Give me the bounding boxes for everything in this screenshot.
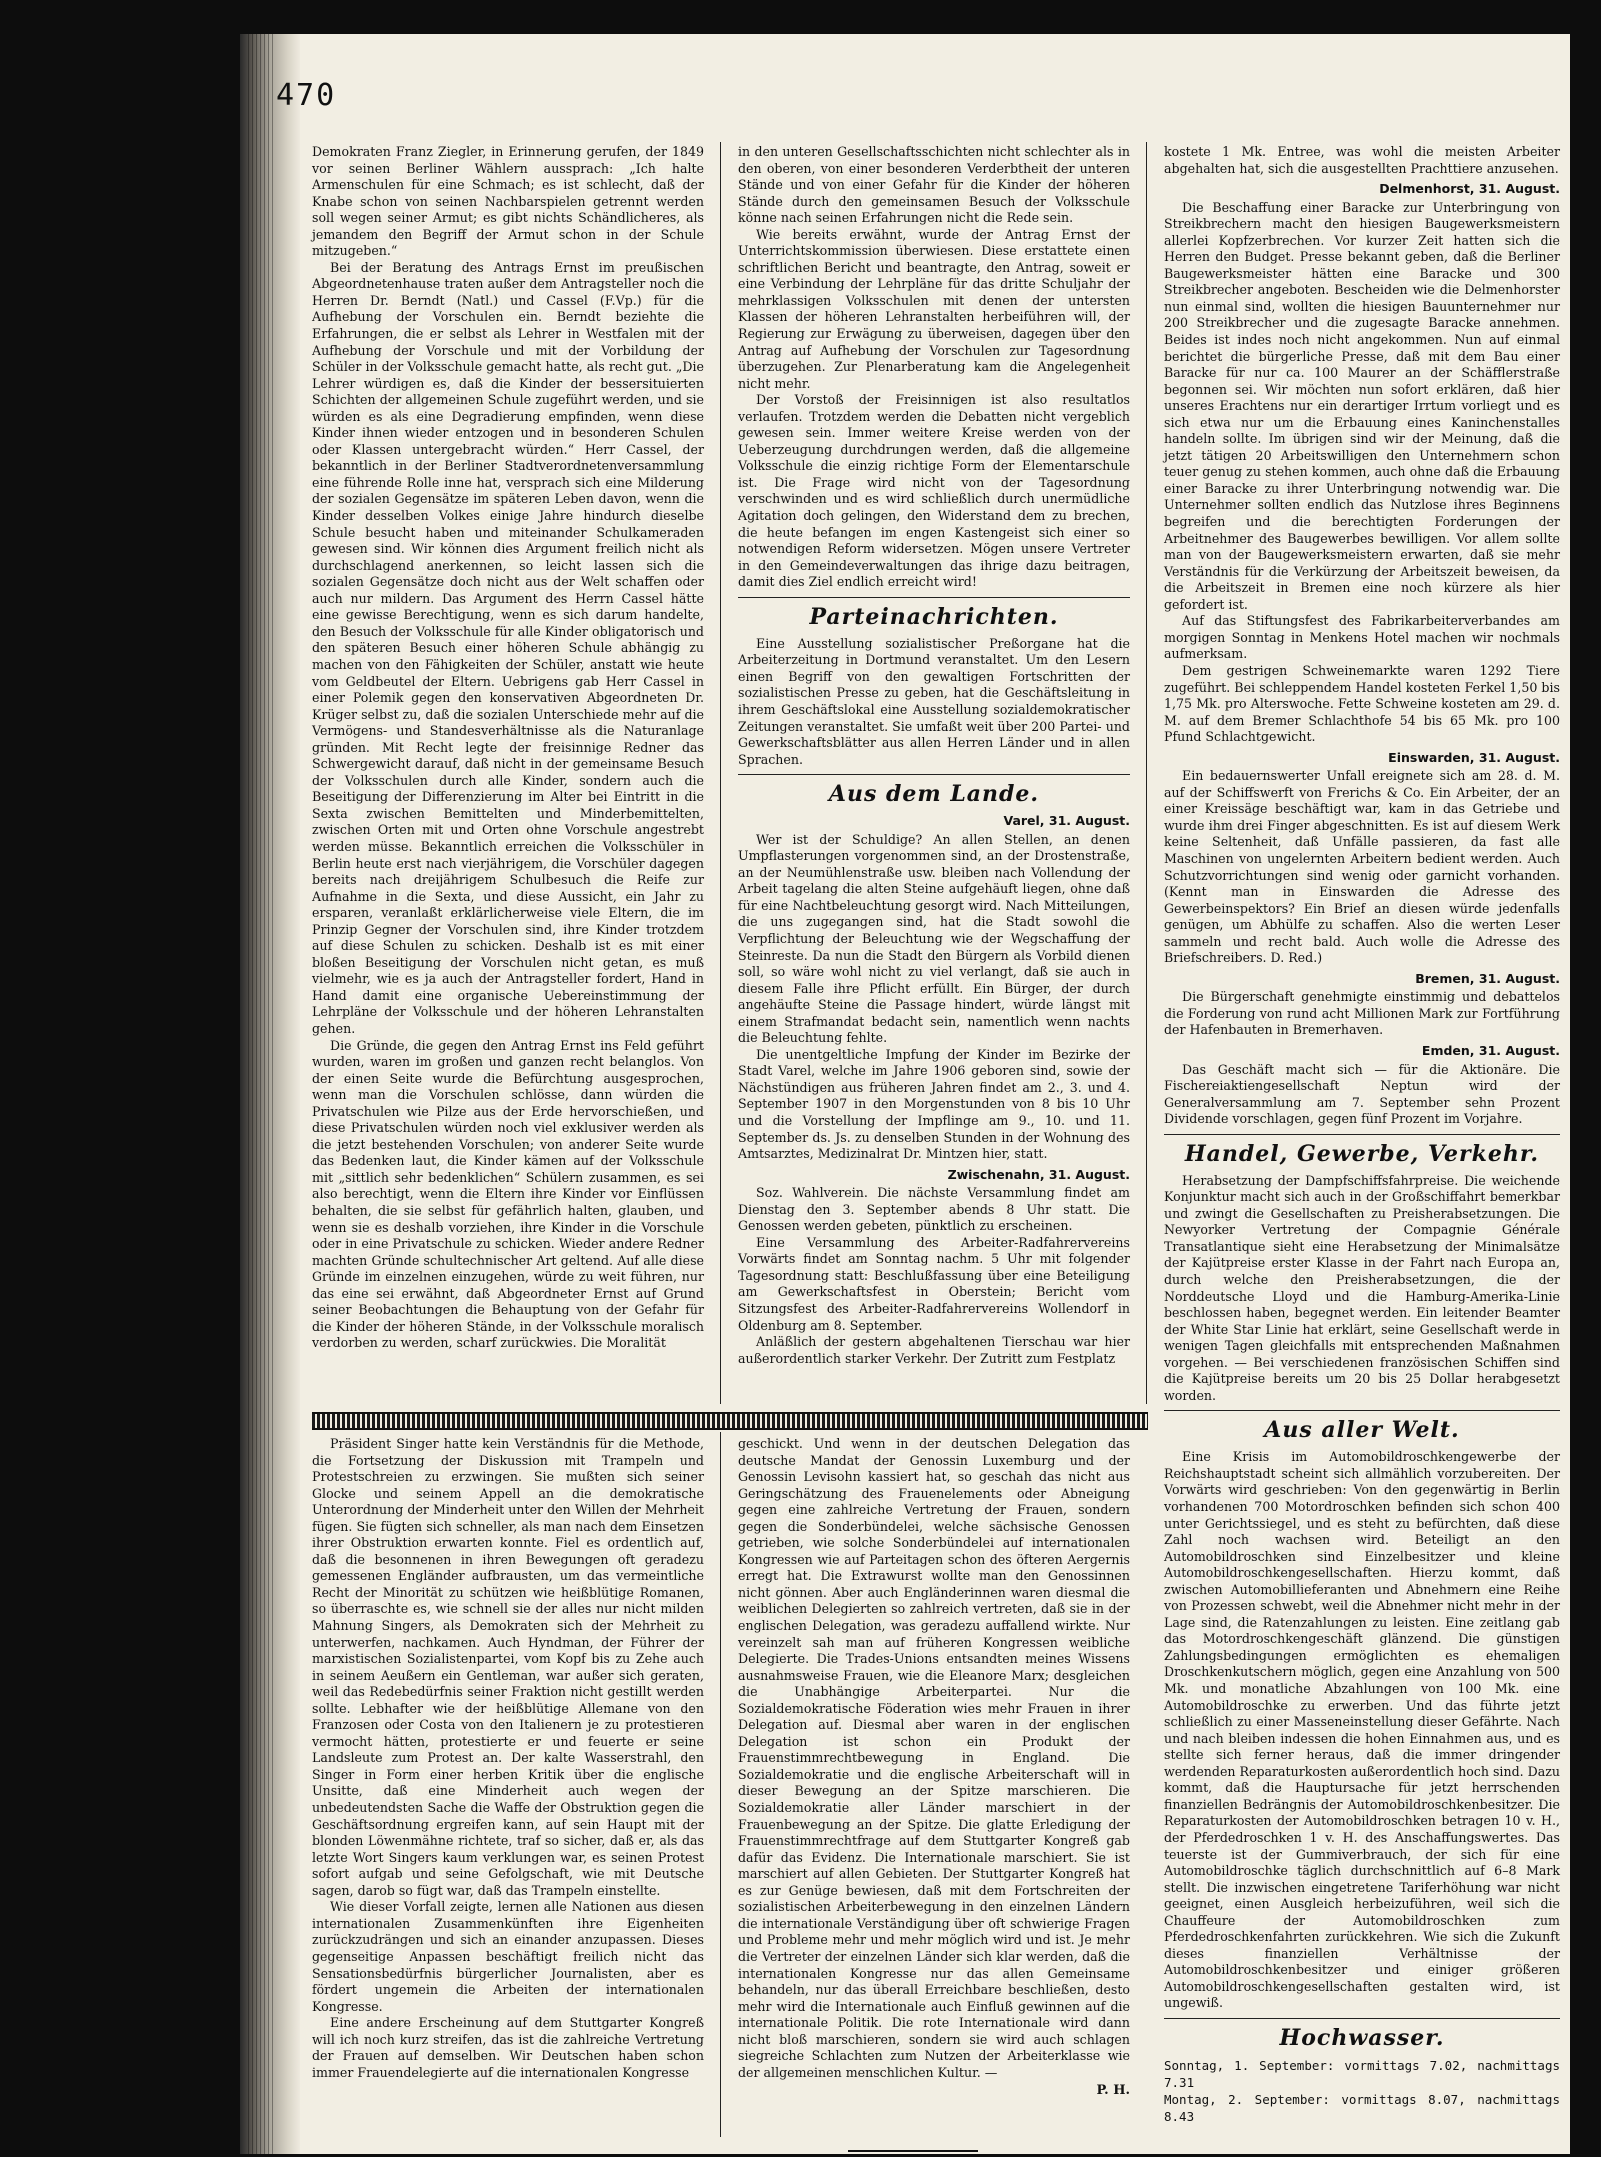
section-heading-parteinachrichten: Parteinachrichten. <box>809 603 1059 630</box>
page-binding <box>240 34 300 2154</box>
column-divider <box>1146 142 1147 1404</box>
feuilleton-paragraph: geschickt. Und wenn in der deutschen Delegation das deutsche Mandat der Genossin Luxemburg und der Genossin Levisohn kassiert hat, so geschah das nicht aus Geringschätzung des Frauenelements oder Abneigung gegen eine zahlreiche Vertretung der Frauen, sondern gegen die Sonderbündelei, welche sächsische Genossen getrieben, wie solche Sonderbündelei auf internationalen Kongressen wie auf Parteitagen schon des öfteren Aergernis erregt hat. Die Extrawurst wollte man den Genossinnen nicht gönnen. Aber auch Engländerinnen waren diesmal die weiblichen Delegierten so zahlreich vertreten, daß sie in der englischen Delegation, was geradezu auffallend wirkte. Nur vereinzelt sah man auf früheren Kongressen weibliche Delegierte. Die Trades-Unions entsandten meines Wissens ausnahmsweise Frauen, wie die Eleanore Marx; desgleichen die Unabhängige Arbeiterpartei. Nur die Sozialdemokratische Föderation wies mehr Frauen in ihrer Delegation auf. Diesmal aber waren in der englischen Delegation ist schon ein Produkt der Frauenstimmrechtbewegung in England. Die Sozialdemokratie und die englische Arbeiterschaft will in dieser Bewegung an der Spitze marschieren. Die Sozialdemokratie aller Länder marschiert in der Frauenbewegung an der Spitze. Die glatte Erledigung der Frauenstimmrechtfrage auf dem Stuttgarter Kongreß gab dafür das Evidenz. Die Internationale marschiert. Sie ist marschiert auf allen Gebieten. Der Stuttgarter Kongreß hat es zur Genüge bewiesen, daß mit dem Fortschreiten der sozialistischen Arbeiterbewegung in den einzelnen Ländern die internationale Verständigung über oft schwierige Fragen und Probleme mehr und mehr möglich wird und ist. Je mehr die Vertreter der einzelnen Länder sich klar werden, daß die internationalen Kongresse nur das allen Gemeinsame behandeln, nur das überall Erreichbare beschließen, desto mehr wird die Internationale auch Einfluß gewinnen auf die internationale Politik. Die rote Internationale wird dann nicht bloß marschieren, sondern sie wird auch schlagen siegreiche Schlachten zum Nutzen der Arbeiterklasse wie der allgemeinen menschlichen Kultur. — <box>738 1436 1130 2080</box>
column-1 <box>312 144 704 1352</box>
dateline: Emden, 31. August. <box>1421 1042 1560 1058</box>
feuilleton-paragraph: Eine andere Erscheinung auf dem Stuttgarter Kongreß will ich noch kurz streifen, das ist die zahlreiche Vertretung der Frauen auf demselben. Wir Deutschen haben schon immer Frauendelegierte auf die internationalen Kongresse <box>312 2015 704 2080</box>
news-paragraph: Herabsetzung der Dampfschiffsfahrpreise. Die weichende Konjunktur macht sich auch in der Großschiffahrt bemerkbar und zwingt die Gesellschaften zu Preisherabsetzungen. Die Newyorker Vertretung der Compagnie Générale Transatlantique sieht eine Herabsetzung der Minimalsätze der Kajütpreise erster Klasse in der Fahrt nach Europa an, durch welche den Preisherabsetzungen, die der Norddeutsche Lloyd und die Hamburg-Amerika-Linie beschlossen haben, begegnet werden. Ein leitender Beamter der White Star Linie hat erklärt, seine Gesellschaft werde in wenigen Tagen gleichfalls mit entsprechenden Maßnahmen vorgehen. — Bei verschiedenen französischen Schiffen sind die Kajütpreise bereits um 20 bis 25 Dollar herabgesetzt worden. <box>1164 1172 1560 1403</box>
dateline: Varel, 31. August. <box>1003 813 1130 829</box>
section-heading-handel: Handel, Gewerbe, Verkehr. <box>1184 1140 1540 1167</box>
news-paragraph: Wer ist der Schuldige? An allen Stellen, an denen Umpflasterungen vorgenommen sind, an der Drostenstraße, an der Neumühlenstraße usw. bleiben nach Vollendung der Arbeit tagelang die alten Steine aufgehäuft liegen, ohne daß für eine Nachtbeleuchtung gesorgt wird. Nach Mitteilungen, die uns zugegangen sind, hat die Stadt sowohl die Verpflichtung der Beleuchtung wie der Wegschaffung der Steinreste. Da nun die Stadt den Bürgern als Vorbild dienen soll, so wäre wohl nicht zu viel verlangt, daß sie auch in diesem Falle ihre Pflicht erfüllt. Ein Bürger, der durch angehäufte Steine die Passage hindert, würde längst mit einem Strafmandat bedacht sein, namentlich wenn nachts die Beleuchtung fehlte. <box>738 831 1130 1046</box>
section-heading-aus-dem-lande: Aus dem Lande. <box>828 781 1040 808</box>
column-2 <box>738 144 1130 1367</box>
news-paragraph: Dem gestrigen Schweinemarkte waren 1292 Tiere zugeführt. Bei schleppendem Handel kosteten Ferkel 1,50 bis 1,75 Mk. pro Alterswoche. Fette Schweine kosteten am 29. d. M. auf dem Bremer Schlachthofe 54 bis 65 Mk. pro 100 Pfund Schlachtgewicht. <box>1164 662 1560 745</box>
col1-paragraph: Die Gründe, die gegen den Antrag Ernst ins Feld geführt wurden, waren im großen und ganzen recht belanglos. Von der einen Seite wurde die Befürchtung ausgesprochen, wenn man die Vorschulen schlösse, dann würden die Privatschulen wie Pilze aus der Erde hervorschießen, und diese Privatschulen würden noch viel exklusiver werden als die jetzt bestehenden Vorschulen; von anderer Seite wurde das Bedenken laut, die Kinder kämen auf der Volksschule mit „sittlich sehr bedenklichen“ Schülern zusammen, es sei also berechtigt, wenn die Eltern ihre Kinder vor Einflüssen behalten, die sie selbst für gefährlich halten, glauben, und wenn sie es deshalb vorziehen, ihre Kinder in die Vorschule oder in eine Privatschule zu schicken. Wieder andere Redner machten Gründe schultechnischer Art geltend. Auf alle diese Gründe im einzelnen einzugehen, würde zu weit führen, nur das eine sei erwähnt, daß Abgeordneter Ernst auf Grund seiner Beobachtungen die Behauptung von der Gefahr für die Kinder der höheren Stände, in der Volksschule moralisch verdorben zu werden, scharf zurückwies. Die Moralität <box>312 1037 704 1351</box>
news-paragraph: Soz. Wahlverein. Die nächste Versammlung findet am Dienstag den 3. September abends 8 Uhr statt. Die Genossen werden gebeten, pünktlich zu erscheinen. <box>738 1185 1130 1234</box>
col2-paragraph: in den unteren Gesellschaftsschichten nicht schlechter als in den oberen, von einer besonderen Verderbtheit der unteren Stände und von einer Gefahr für die Kinder der höheren Stände durch den gemeinsamen Besuch der Volksschule könne nach seinen Erfahrungen nicht die Rede sein. <box>738 144 1130 226</box>
column-3 <box>1164 144 1560 2125</box>
parteinachrichten-text: Eine Ausstellung sozialistischer Preßorgane hat die Arbeiterzeitung in Dortmund veranstaltet. Um den Lesern einen Begriff von den gewaltigen Fortschritten der sozialistischen Presse zu geben, hat die Geschäftsleitung in ihrem Geschäftslokal eine Ausstellung sozialdemokratischer Zeitungen veranstaltet. Sie umfaßt weit über 200 Partei- und Gewerkschaftsblätter aus allen Herren Länder und in allen Sprachen. <box>738 635 1130 767</box>
feuilleton-divider <box>312 1412 1148 1430</box>
feuilleton-paragraph: Präsident Singer hatte kein Verständnis für die Methode, die Fortsetzung der Diskussion mit Trampeln und Protestschreien zu erzwingen. Sie mußten sich seiner Glocke und seinem Appell an die demokratische Unterordnung der Minderheit unter den Willen der Mehrheit fügen. Sie fügten sich schneller, als man nach dem Einsetzen ihrer Obstruktion erwarten konnte. Fiel es ordentlich auf, daß die besonnenen in ihren Bewegungen oft geradezu gemessenen Engländer aufbrausten, um das vermeintliche Recht der Minorität zu schützen wie heißblütige Romanen, so überraschte es, wie schnell sie der alles nur nicht milden Mahnung Singers, als Demokraten sich der Mehrheit zu unterwerfen, nachkamen. Auch Hyndman, der Führer der marxistischen Sozialistenpartei, vom Kopf bis zu Zehe auch in seinem Aeußern ein Gentleman, war außer sich geraten, weil das Redebedürfnis seiner Fraktion nicht gestillt werden sollte. Lebhafter wie der heißblütige Allemane von den Franzosen oder Costa von den Italienern je zu protestieren vermocht hätten, protestierte er und feuerte er seine Landsleute zum Protest an. Der kalte Wasserstrahl, den Singer in Form einer herben Kritik über die englische Unsitte, daß eine Minderheit auch wegen der unbedeutendsten Sache die Waffe der Obstruktion gegen die Geschäftsordnung ergreifen kann, auf sein Haupt mit der blonden Löwenmähne richtete, traf so sicher, daß er, als das letzte Wort Singers kaum verklungen war, es seinen Protest sofort aufgab und seine Gefolgschaft, wie mit Deutsche sagen, darob so fügt war, daß das Trampeln einstellte. <box>312 1436 704 1898</box>
news-paragraph: Auf das Stiftungsfest des Fabrikarbeiterverbandes am morgigen Sonntag in Menkens Hotel machen wir nochmals aufmerksam. <box>1164 613 1560 662</box>
col1-paragraph: Bei der Beratung des Antrags Ernst im preußischen Abgeordnetenhause traten außer dem Antragsteller noch die Herren Dr. Berndt (Natl.) und Cassel (F.Vp.) für die Aufhebung der Vorschulen ein. Berndt beziehte die Erfahrungen, die er selbst als Lehrer in Westfalen mit der Aufhebung der Vorschule und mit der Vorbildung der Schüler in der Volksschule gemacht hatte, als recht gut. „Die Lehrer würdigen es, daß die Kinder der bessersituierten Schichten der allgemeinen Schule zugeführt werden, und sie würden es als eine Degradierung empfinden, wenn diese Kinder ihnen wieder entzogen und in besonderen Schulen oder Klassen untergebracht würden.“ Herr Cassel, der bekanntlich in der Berliner Stadtverordnetenversammlung eine führende Rolle inne hat, versprach sich eine Milderung der sozialen Gegensätze im späteren Leben davon, wenn die Kinder desselben Volkes einige Jahre hindurch dieselbe Schule besucht haben und miteinander Schulkameraden gewesen sind. Wir können dies Argument freilich nicht als durchschlagend anerkennen, so leicht lassen sich die sozialen Gegensätze doch nicht aus der Welt schaffen oder auch nur mildern. Das Argument des Herrn Cassel hätte eine gewisse Berechtigung, wenn es sich darum handelte, den Besuch der Volksschule für alle Kinder obligatorisch und den späteren Besuch einer höheren Schule abhängig zu machen von den Fähigkeiten der Schüler, anstatt wie heute vom Geldbeutel der Eltern. Uebrigens gab Herr Cassel in einer Polemik gegen den konservativen Abgeordneten Dr. Krüger selbst zu, daß die sozialen Unterschiede mehr auf die Vermögens- und Standesverhältnisse als die Naturanlage gründen. Mit Recht legte der freisinnige Redner das Schwergewicht darauf, daß nicht in der gemeinsame Besuch der Volksschulen durch alle Kinder, sondern auch die Beseitigung der Differenzierung im Alter bei Eintritt in die Sexta zwischen Bemittelten und Minderbemittelten, zwischen Orten mit und Orten ohne Vorschule angestrebt werden müsse. Bekanntlich erreichen die Volksschüler in Berlin heute erst nach vierjährigem, die Vorschüler dagegen bereits nach dreijährigem Schulbesuch die Reife zur Aufnahme in die Sexta, und diese Aussicht, ein Jahr zu ersparen, veranlaßt erklärlicherweise viele Eltern, die im Prinzip Gegner der Vorschulen sind, ihre Kinder trotzdem auf diese Schulen zu schicken. Deshalb ist es mit einer bloßen Beseitigung der Vorschulen nicht getan, es muß vielmehr, wie es ja auch der Antragsteller fordert, Hand in Hand damit eine organische Uebereinstimmung der Lehrpläne der Volksschule und der höheren Lehranstalten gehen. <box>312 259 704 1036</box>
news-paragraph: Anläßlich der gestern abgehaltenen Tierschau war hier außerordentlich starker Verkehr. Der Zutritt zum Festplatz <box>738 1334 1130 1366</box>
news-paragraph: Die Bürgerschaft genehmigte einstimmig und debattelos die Forderung von rund acht Millionen Mark zur Fortführung der Hafenbauten in Bremerhaven. <box>1164 989 1560 1038</box>
col2-paragraph: Der Vorstoß der Freisinnigen ist also resultatlos verlaufen. Trotzdem werden die Debatten nicht vergeblich gewesen sein. Immer weitere Kreise werden von der Ueberzeugung durchdrungen werden, daß die allgemeine Volksschule die einzig richtige Form der Elementarschule ist. Die Frage wird nicht von der Tagesordnung verschwinden und es wird schließlich durch unermüdliche Agitation doch gelingen, den Widerstand dem zu brechen, die heute befangen im engen Kastengeist sich einer so notwendigen Reform widersetzen. Mögen unsere Vertreter in den Gemeindeverwaltungen das ihrige dazu beitragen, damit dies Ziel endlich erreicht wird! <box>738 392 1130 590</box>
news-paragraph: kostete 1 Mk. Entree, was wohl die meisten Arbeiter abgehalten hat, sich die ausgestellten Prachttiere anzusehen. <box>1164 144 1560 176</box>
news-paragraph: Die unentgeltliche Impfung der Kinder im Bezirke der Stadt Varel, welche im Jahre 1906 geboren sind, sowie der Nächstündigen aus früheren Jahren findet am 2., 3. und 4. September 1907 in den Morgenstunden von 8 bis 10 Uhr und die Vorstellung der Impflinge am 9., 10. und 11. September ds. Js. zu denselben Stunden in der Wohnung des Amtsarztes, Medizinalrat Dr. Mintzen hier, statt. <box>738 1046 1130 1162</box>
newspaper-page <box>240 34 1570 2154</box>
news-paragraph: Eine Versammlung des Arbeiter-Radfahrervereins Vorwärts findet am Sonntag nachm. 5 Uhr mit folgender Tagesordnung statt: Beschlußfassung über eine Beteiligung am Gewerkschaftsfest in Oberstein; Bericht vom Sitzungsfest des Arbeiter-Radfahrervereins Wollendorf in Oldenburg am 8. September. <box>738 1234 1130 1333</box>
flood-time: Sonntag, 1. September: vormittags 7.02, nachmittags 7.31 <box>1164 2057 1560 2090</box>
section-heading-aus-aller-welt: Aus aller Welt. <box>1264 1417 1460 1444</box>
column-divider <box>720 1432 721 2137</box>
news-paragraph: Eine Krisis im Automobildroschkengewerbe der Reichshauptstadt scheint sich allmählich vorzubereiten. Der Vorwärts wird geschrieben: Von den gegenwärtig in Berlin vorhandenen 700 Motordroschken befinden sich schon 400 unter Gerichtssiegel, und es steht zu befürchten, daß diese Zahl noch wachsen wird. Beteiligt an den Automobildroschken sind Einzelbesitzer und kleine Automobildroschkengesellschaften. Hierzu kommt, daß zwischen Automobillieferanten und Abnehmern eine Reihe von Prozessen schwebt, weil die Abnehmer nicht mehr in der Lage sind, die Ratenzahlungen zu leisten. Eine zeitlang gab das Motordroschkengeschäft glänzend. Die günstigen Zahlungsbedingungen ermöglichten es ehemaligen Droschkenkutschern möglich, gegen eine Anzahlung von 500 Mk. und monatliche Abzahlungen von 100 Mk. eine Automobildroschke zu erwerben. Und das führte jetzt schließlich zu einer Masseneinstellung dieser Gefährte. Nach und nach bleiben indessen die hohen Einnahmen aus, und es stellte sich ferner heraus, daß die immer dringender werdenden Reparaturkosten außerordentlich hoch sind. Dazu kommt, daß die Hauptursache für jetzt herrschenden finanziellen Bedrängnis der Automobildroschkenbesitzer. Die Reparaturkosten der Automobildroschken betragen 10 v. H., der Pferdedroschken 1 v. H. des Anschaffungswertes. Das teuerste ist der Gummiverbrauch, der sich für eine Automobildroschke täglich durchschnittlich auf 6–8 Mark stellt. Die inzwischen eingetretene Tariferhöhung war nicht geeignet, einen Ausgleich herbeizuführen, weil sich die Chauffeure der Automobildroschken zum Pferdedroschkenfahrten zurückkehren. Wie sich die Zukunft dieses finanziellen Verhältnisse der Automobildroschkenbesitzer und einiger größeren Automobildroschkengesellschaften gestalten wird, ist ungewiß. <box>1164 1449 1560 2011</box>
dateline: Einswarden, 31. August. <box>1388 749 1560 765</box>
end-rule <box>848 2150 978 2152</box>
col1-paragraph: Demokraten Franz Ziegler, in Erinnerung gerufen, der 1849 vor seinen Berliner Wählern aussprach: „Ich halte Armenschulen für eine Schmach; es ist schlecht, daß der Knabe schon von seinen Nachbarspielen getrennt werden soll wegen seiner Armut; es gibt nichts Schändlicheres, als jemandem den Begriff der Armut schon in der Schule mitzugeben.“ <box>312 144 704 259</box>
feuilleton-paragraph: Wie dieser Vorfall zeigte, lernen alle Nationen aus diesen internationalen Zusammenkünften ihre Eigenheiten zurückzudrängen und sich an einander anzupassen. Dieses gegenseitige Anpassen beschäftigt freilich nicht das Sensationsbedürfnis bürgerlicher Journalisten, aber es fördert ungemein die Arbeiten der internationalen Kongresse. <box>312 1899 704 2014</box>
column-2-bottom <box>738 1436 1130 2100</box>
author-signature: P. H. <box>1096 2083 1130 2099</box>
dateline: Delmenhorst, 31. August. <box>1379 181 1560 197</box>
news-paragraph: Das Geschäft macht sich — für die Aktionäre. Die Fischereiaktiengesellschaft Neptun wird der Generalversammlung am 7. September sehn Prozent Dividende vorschlagen, gegen fünf Prozent im Vorjahre. <box>1164 1061 1560 1127</box>
column-divider <box>720 142 721 1404</box>
dateline: Zwischenahn, 31. August. <box>947 1166 1130 1182</box>
col2-paragraph: Wie bereits erwähnt, wurde der Antrag Ernst der Unterrichtskommission überwiesen. Diese erstattete einen schriftlichen Bericht und beantragte, den Antrag, soweit er eine Verbindung der Lehrpläne für das dritte Schuljahr der mehrklassigen Volksschulen mit denen der untersten Klassen der höheren Lehranstalten herbeiführen will, der Regierung zur Erwägung zu überweisen, dagegen über den Antrag auf Aufhebung der Vorschulen zur Tagesordnung überzugehen. Zur Plenarberatung kam die Angelegenheit nicht mehr. <box>738 226 1130 391</box>
news-paragraph: Die Beschaffung einer Baracke zur Unterbringung von Streikbrechern macht den hiesigen Baugewerksmeistern allerlei Kopfzerbrechen. Vor kurzer Zeit hatten sich die Herren den Budget. Presse bekannt geben, daß die Berliner Baugewerksmeister hätten eine Baracke und 300 Streikbrecher angeboten. Bescheiden wie die Delmenhorster nun einmal sind, wollten die hiesigen Bauunternehmer nur 200 Streikbrecher und die zugesagte Baracke annehmen. Beides ist indes noch nicht angekommen. Nun auf einmal berichtet die bürgerliche Presse, daß mit dem Bau einer Baracke für nur ca. 100 Maurer an der Schäfflerstraße begonnen sei. Wir möchten nun sofort erklären, daß hier unseres Erachtens nur ein derartiger Irrtum vorliegt und es sich etwa nur um die Erbauung eines Kaninchenstalles handeln sollte. Im übrigen sind wir der Meinung, daß die jetzt tätigen 20 Arbeitswilligen den Unternehmern schon teuer genug zu stehen kommen, auch ohne daß die Erbauung einer Baracke zu ihrer Unterbringung notwendig war. Die Unternehmer sollten endlich das Nutzlose ihres Beginnens begreifen und die berechtigten Forderungen der Arbeitnehmer des Baugewerbes bewilligen. Vor allem sollte man von der Baugewerksmeistern erwarten, daß sie mehr Verständnis für die Verkürzung der Arbeitszeit beweisen, da die Arbeitszeit in Bremen eine noch kürzere als hier gefordert ist. <box>1164 199 1560 612</box>
page-number: 470 <box>276 78 337 113</box>
flood-time: Montag, 2. September: vormittags 8.07, nachmittags 8.43 <box>1164 2091 1560 2124</box>
dateline: Bremen, 31. August. <box>1415 970 1560 986</box>
column-1-bottom <box>312 1436 704 2081</box>
section-heading-hochwasser: Hochwasser. <box>1279 2024 1445 2051</box>
news-paragraph: Ein bedauernswerter Unfall ereignete sich am 28. d. M. auf der Schiffswerft von Frerichs & Co. Ein Arbeiter, der an einer Kreissäge beschäftigt war, kam in das Getriebe und wurde ihm drei Finger abgeschnitten. Es ist auf diesem Werk keine Seltenheit, daß Unfälle passieren, da fast alle Maschinen von ungelernten Arbeitern bedient werden. Auch Schutzvorrichtungen sind wenig oder garnicht vorhanden. (Kennt man in Einswarden die Adresse des Gewerbeinspektors? Ein Brief an diesen würde jedenfalls genügen, um Abhülfe zu schaffen. Also die werten Leser sammeln und recht bald. Auch wolle die Adresse des Briefschreibers. D. Red.) <box>1164 768 1560 966</box>
